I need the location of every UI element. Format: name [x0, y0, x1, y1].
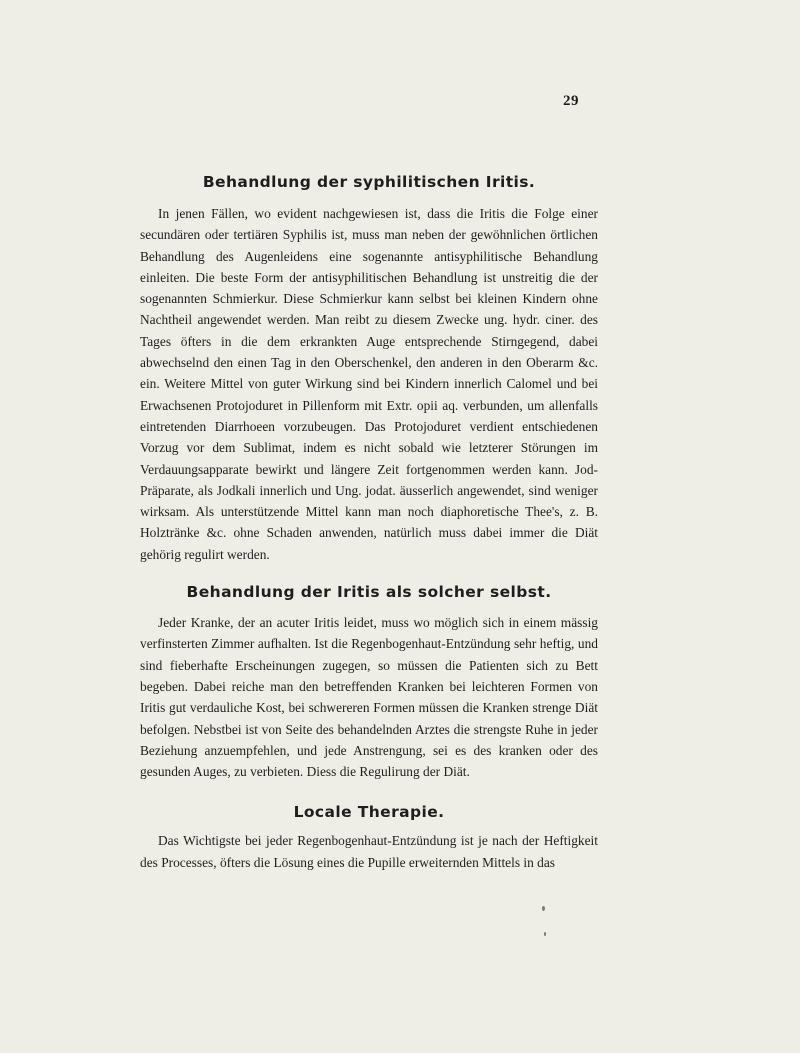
- paper-speck: [544, 932, 546, 936]
- page-body: [140, 172, 598, 873]
- section-heading-local-therapy: Locale Therapie.: [293, 803, 445, 822]
- paper-speck: [542, 906, 545, 911]
- section-heading-syphilitic-iritis: Behandlung der syphilitischen Iritis.: [202, 173, 536, 191]
- paragraph-local-therapy: Das Wichtigste bei jeder Regenbogenhaut-Entzündung ist je nach der Heftigkeit des Processes, öfters die Lösung eines die Pupille erweiternden Mittels in das: [140, 833, 598, 870]
- paragraph-syphilitic-iritis-treatment: In jenen Fällen, wo evident nachgewiesen ist, dass die Iritis die Folge einer secundären oder tertiären Syphilis ist, muss man neben der gewöhnlichen örtlichen Behandlung des Augenleidens eine sogenannte antisyphilitische Behandlung einleiten. Die beste Form der antisyphilitischen Behandlung ist unstreitig die der sogenannten Schmierkur. Diese Schmierkur kann selbst bei kleinen Kindern ohne Nachtheil angewendet werden. Man reibt zu diesem Zwecke ung. hydr. ciner. des Tages öfters in die dem erkrankten Auge entsprechende Stirngegend, dabei abwechselnd den einen Tag in den Oberschenkel, den anderen in den Oberarm &c. ein. Weitere Mittel von guter Wirkung sind bei Kindern innerlich Calomel und bei Erwachsenen Protojoduret in Pillenform mit Extr. opii aq. verbunden, um allenfalls eintretenden Diarrhoeen vorzubeugen. Das Protojoduret verdient entschiedenen Vorzug vor dem Sublimat, indem es nicht sobald wie letzterer Störungen im Verdauungsapparate bewirkt und längere Zeit fortgenommen werden kann. Jod-Präparate, als Jodkali innerlich und Ung. jodat. äusserlich angewendet, sind weniger wirksam. Als unterstützende Mittel kann man noch diaphoretische Thee's, z. B. Holztränke &c. ohne Schaden anwenden, natürlich muss dabei immer die Diät gehörig regulirt werden.: [140, 206, 598, 562]
- page-number: 29: [563, 93, 579, 109]
- paragraph-iritis-itself-treatment: Jeder Kranke, der an acuter Iritis leidet, muss wo möglich sich in einem mässig verfinsterten Zimmer aufhalten. Ist die Regenbogenhaut-Entzündung sehr heftig, und sind fieberhafte Erscheinungen zugegen, so müssen die Patienten sich zu Bett begeben. Dabei reiche man den betreffenden Kranken bei leichteren Formen von Iritis gut verdauliche Kost, bei schwereren Formen müssen die Kranken strenge Diät befolgen. Nebstbei ist von Seite des behandelnden Arztes die strengste Ruhe in jeder Beziehung anzuempfehlen, und jede Anstrengung, sei es des kranken oder des gesunden Auges, zu verbieten. Diess die Regulirung der Diät.: [140, 615, 598, 780]
- section-heading-iritis-itself: Behandlung der Iritis als solcher selbst.: [186, 583, 552, 602]
